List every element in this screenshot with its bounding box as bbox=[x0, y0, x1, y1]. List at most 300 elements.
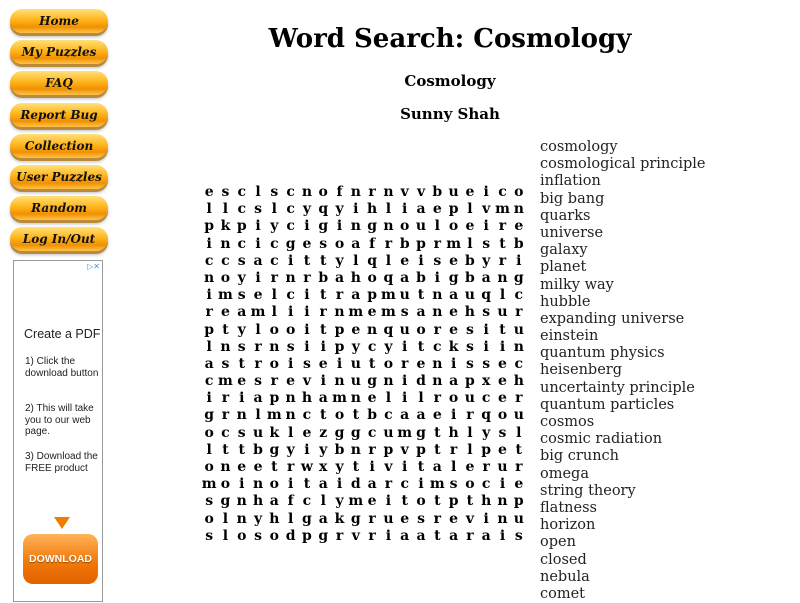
grid-letter: e bbox=[449, 252, 459, 269]
grid-letter: u bbox=[513, 321, 524, 338]
grid-letter: r bbox=[384, 476, 393, 493]
grid-letter: o bbox=[220, 476, 231, 493]
grid-letter: e bbox=[400, 252, 410, 269]
grid-letter: c bbox=[221, 424, 230, 441]
grid-letter: l bbox=[222, 201, 229, 218]
grid-letter: d bbox=[350, 476, 361, 493]
grid-letter: t bbox=[515, 441, 523, 458]
grid-letter: f bbox=[369, 235, 376, 252]
grid-letter: s bbox=[465, 338, 474, 355]
grid-letter: c bbox=[514, 355, 524, 372]
grid-letter: u bbox=[399, 321, 410, 338]
grid-letter: r bbox=[319, 304, 327, 321]
grid-letter: e bbox=[302, 424, 312, 441]
grid-letter: g bbox=[513, 269, 524, 286]
grid-letter: r bbox=[515, 304, 523, 321]
grid-letter: y bbox=[335, 252, 344, 269]
grid-letter: p bbox=[204, 218, 215, 235]
grid-letter: t bbox=[499, 235, 506, 252]
grid-letter: s bbox=[237, 252, 246, 269]
grid-letter: g bbox=[416, 424, 426, 441]
grid-letter: i bbox=[483, 321, 489, 338]
ad-step-1: 1) Click the download button bbox=[25, 356, 99, 379]
grid-letter: a bbox=[416, 304, 426, 321]
grid-letter: u bbox=[350, 373, 361, 390]
grid-letter: r bbox=[270, 269, 279, 286]
grid-letter: l bbox=[516, 424, 522, 441]
word-list-item: flatness bbox=[540, 499, 597, 516]
grid-letter: a bbox=[481, 269, 491, 286]
grid-letter: n bbox=[301, 184, 313, 200]
grid-letter: n bbox=[513, 201, 524, 218]
grid-letter: c bbox=[481, 390, 491, 407]
grid-letter: g bbox=[334, 424, 345, 441]
grid-letter: u bbox=[383, 424, 394, 441]
grid-letter: l bbox=[450, 459, 457, 475]
grid-letter: y bbox=[237, 269, 246, 286]
grid-letter: m bbox=[250, 304, 266, 321]
word-list-item: cosmic radiation bbox=[540, 431, 663, 448]
grid-letter: i bbox=[483, 184, 489, 200]
grid-letter: i bbox=[255, 269, 261, 286]
grid-letter: c bbox=[204, 373, 214, 390]
grid-letter: b bbox=[432, 184, 443, 200]
grid-letter: r bbox=[254, 355, 262, 372]
grid-letter: i bbox=[483, 510, 489, 527]
grid-letter: l bbox=[434, 218, 440, 235]
grid-letter: q bbox=[318, 201, 329, 218]
word-list-item: comet bbox=[540, 585, 586, 602]
grid-letter: r bbox=[515, 390, 523, 407]
grid-letter: l bbox=[467, 201, 473, 218]
grid-row bbox=[201, 511, 527, 528]
grid-letter: s bbox=[205, 527, 214, 544]
grid-letter: n bbox=[285, 407, 296, 424]
word-list-item: milky way bbox=[540, 276, 614, 293]
grid-letter: e bbox=[367, 304, 377, 321]
grid-letter: l bbox=[467, 235, 473, 252]
grid-letter: l bbox=[467, 441, 473, 458]
side-navigation bbox=[10, 9, 110, 259]
grid-row bbox=[201, 493, 527, 510]
grid-letter: g bbox=[350, 510, 361, 527]
grid-letter: q bbox=[367, 252, 378, 269]
page-title: Word Search: Cosmology bbox=[268, 24, 632, 54]
grid-letter: t bbox=[401, 493, 408, 510]
grid-letter: y bbox=[286, 441, 295, 458]
advertisement[interactable] bbox=[13, 260, 103, 602]
grid-letter: a bbox=[400, 407, 410, 424]
word-list-item: string theory bbox=[540, 482, 636, 499]
grid-letter: i bbox=[336, 218, 343, 235]
grid-letter: u bbox=[415, 218, 427, 235]
grid-letter: a bbox=[253, 390, 263, 407]
grid-letter: o bbox=[334, 235, 345, 252]
grid-letter: t bbox=[319, 252, 327, 269]
grid-letter: x bbox=[319, 459, 328, 475]
grid-letter: y bbox=[351, 338, 360, 355]
word-list-item: cosmological principle bbox=[540, 156, 706, 173]
grid-letter: c bbox=[237, 184, 246, 200]
grid-letter: e bbox=[498, 355, 507, 372]
grid-letter: b bbox=[399, 235, 410, 252]
grid-letter: b bbox=[367, 407, 378, 424]
grid-letter: t bbox=[352, 459, 360, 475]
ad-step-2: 2) This will take you to our web page. bbox=[25, 403, 94, 437]
grid-letter: e bbox=[449, 321, 459, 338]
nav-user-puzzles-button[interactable]: User Puzzles bbox=[10, 165, 108, 189]
grid-letter: f bbox=[336, 184, 343, 200]
grid-letter: y bbox=[237, 321, 246, 338]
grid-letter: l bbox=[499, 287, 506, 304]
grid-letter: l bbox=[271, 287, 277, 304]
arrow-down-icon bbox=[54, 517, 70, 529]
grid-letter: y bbox=[335, 459, 344, 475]
grid-letter: h bbox=[252, 493, 264, 510]
grid-letter: e bbox=[449, 510, 459, 527]
grid-letter: g bbox=[220, 493, 231, 510]
word-list-item: universe bbox=[540, 224, 604, 241]
grid-letter: c bbox=[237, 201, 246, 218]
grid-letter: o bbox=[514, 184, 524, 200]
grid-letter: g bbox=[318, 218, 329, 235]
ad-title: Create a PDF bbox=[24, 327, 101, 341]
grid-letter: n bbox=[497, 510, 508, 527]
grid-letter: s bbox=[417, 510, 425, 527]
nav-random-button[interactable]: Random bbox=[10, 196, 108, 220]
grid-letter: s bbox=[270, 184, 279, 200]
grid-row bbox=[201, 287, 527, 304]
grid-letter: i bbox=[353, 201, 359, 218]
nav-home-button[interactable]: Home bbox=[10, 9, 108, 33]
grid-letter: h bbox=[481, 493, 492, 510]
grid-letter: p bbox=[465, 373, 475, 390]
grid-letter: t bbox=[222, 441, 229, 458]
nav-faq-button[interactable]: FAQ bbox=[10, 71, 108, 95]
grid-row bbox=[201, 201, 527, 218]
word-list-item: closed bbox=[540, 551, 587, 568]
grid-letter: o bbox=[367, 269, 377, 286]
grid-letter: s bbox=[237, 287, 246, 304]
grid-letter: o bbox=[269, 476, 279, 493]
grid-letter: l bbox=[255, 184, 261, 200]
grid-letter: t bbox=[319, 321, 327, 338]
grid-letter: i bbox=[255, 218, 261, 235]
grid-letter: k bbox=[448, 338, 459, 355]
grid-letter: o bbox=[285, 321, 296, 338]
grid-letter: p bbox=[334, 338, 345, 355]
grid-letter: c bbox=[514, 287, 524, 304]
grid-letter: n bbox=[220, 338, 231, 355]
grid-row bbox=[201, 236, 527, 253]
grid-letter: a bbox=[449, 527, 459, 544]
grid-letter: q bbox=[383, 321, 394, 338]
ad-choices-icon[interactable]: ▷✕ bbox=[87, 262, 100, 271]
grid-letter: r bbox=[368, 441, 376, 458]
grid-letter: r bbox=[482, 459, 490, 475]
grid-letter: o bbox=[416, 493, 426, 510]
grid-letter: n bbox=[497, 269, 508, 286]
grid-letter: c bbox=[221, 252, 230, 269]
grid-letter: r bbox=[384, 235, 393, 252]
grid-letter: p bbox=[481, 441, 492, 458]
grid-letter: o bbox=[269, 355, 279, 372]
grid-letter: m bbox=[332, 390, 347, 407]
grid-letter: n bbox=[334, 373, 345, 390]
grid-letter: e bbox=[318, 355, 328, 372]
grid-letter: i bbox=[385, 493, 392, 510]
grid-letter: h bbox=[513, 373, 524, 390]
grid-letter: e bbox=[204, 184, 214, 200]
ad-download-button[interactable]: DOWNLOAD bbox=[23, 534, 98, 584]
grid-letter: u bbox=[464, 390, 475, 407]
grid-letter: c bbox=[302, 493, 312, 510]
grid-letter: v bbox=[416, 184, 426, 200]
grid-letter: e bbox=[253, 459, 263, 475]
grid-letter: p bbox=[416, 235, 426, 252]
grid-letter: a bbox=[318, 390, 328, 407]
grid-letter: s bbox=[465, 355, 474, 372]
grid-letter: i bbox=[499, 476, 506, 493]
ad-step-3: 3) Download the FREE product bbox=[25, 451, 98, 474]
grid-letter: s bbox=[400, 304, 409, 321]
grid-letter: c bbox=[302, 407, 312, 424]
grid-letter: u bbox=[383, 510, 394, 527]
grid-letter: i bbox=[336, 476, 343, 493]
grid-letter: f bbox=[287, 493, 294, 510]
grid-letter: s bbox=[221, 355, 230, 372]
grid-letter: l bbox=[385, 252, 392, 269]
grid-letter: i bbox=[402, 373, 408, 390]
grid-letter: n bbox=[432, 373, 443, 390]
grid-letter: d bbox=[285, 527, 296, 544]
grid-letter: h bbox=[350, 269, 361, 286]
grid-row bbox=[201, 339, 527, 356]
grid-letter: t bbox=[238, 355, 245, 372]
grid-letter: a bbox=[400, 269, 410, 286]
grid-letter: p bbox=[236, 218, 247, 235]
grid-letter: c bbox=[286, 184, 295, 200]
grid-row bbox=[201, 407, 527, 424]
grid-letter: o bbox=[220, 269, 231, 286]
grid-letter: o bbox=[448, 218, 459, 235]
grid-letter: s bbox=[237, 424, 246, 441]
grid-letter: n bbox=[236, 407, 247, 424]
grid-letter: l bbox=[385, 390, 392, 407]
grid-letter: u bbox=[497, 459, 508, 475]
grid-letter: m bbox=[381, 287, 396, 304]
grid-letter: r bbox=[466, 407, 474, 424]
word-list-item: uncertainty principle bbox=[540, 379, 695, 396]
grid-letter: o bbox=[416, 321, 426, 338]
grid-letter: p bbox=[269, 390, 280, 407]
grid-letter: v bbox=[482, 201, 491, 218]
grid-row bbox=[201, 476, 527, 493]
grid-letter: e bbox=[432, 201, 442, 218]
grid-letter: n bbox=[497, 493, 508, 510]
grid-row bbox=[201, 442, 527, 459]
grid-letter: m bbox=[495, 201, 510, 218]
grid-letter: l bbox=[287, 424, 294, 441]
grid-letter: c bbox=[204, 252, 214, 269]
grid-letter: s bbox=[514, 527, 523, 544]
grid-letter: z bbox=[319, 424, 328, 441]
grid-letter: u bbox=[399, 287, 410, 304]
grid-letter: e bbox=[449, 304, 459, 321]
grid-letter: t bbox=[434, 527, 441, 544]
grid-letter: a bbox=[204, 355, 214, 372]
grid-letter: m bbox=[348, 493, 364, 510]
grid-letter: a bbox=[334, 269, 345, 286]
grid-letter: c bbox=[286, 218, 295, 235]
grid-letter: h bbox=[367, 201, 378, 218]
grid-letter: i bbox=[499, 527, 506, 544]
puzzle-author: Sunny Shah bbox=[400, 105, 500, 123]
grid-letter: a bbox=[351, 287, 361, 304]
grid-letter: o bbox=[237, 527, 247, 544]
word-list-item: nebula bbox=[540, 568, 590, 585]
grid-letter: n bbox=[269, 338, 280, 355]
nav-my-puzzles-button[interactable]: My Puzzles bbox=[10, 40, 108, 64]
grid-letter: a bbox=[351, 235, 361, 252]
grid-letter: n bbox=[350, 218, 361, 235]
grid-letter: n bbox=[383, 218, 394, 235]
word-list-item: big crunch bbox=[540, 448, 619, 465]
grid-letter: i bbox=[239, 390, 245, 407]
grid-letter: i bbox=[402, 459, 408, 475]
grid-letter: i bbox=[499, 338, 506, 355]
grid-letter: i bbox=[483, 218, 489, 235]
grid-letter: y bbox=[302, 201, 311, 218]
grid-letter: y bbox=[384, 338, 393, 355]
grid-letter: w bbox=[300, 459, 313, 475]
grid-letter: i bbox=[402, 338, 408, 355]
grid-letter: b bbox=[253, 441, 263, 458]
grid-letter: t bbox=[499, 321, 506, 338]
grid-letter: i bbox=[304, 441, 310, 458]
grid-letter: r bbox=[449, 441, 458, 458]
grid-letter: r bbox=[254, 338, 262, 355]
grid-letter: s bbox=[498, 424, 507, 441]
grid-letter: e bbox=[286, 373, 296, 390]
grid-letter: e bbox=[367, 493, 377, 510]
grid-letter: u bbox=[252, 424, 264, 441]
grid-letter: k bbox=[269, 424, 280, 441]
grid-letter: c bbox=[367, 338, 377, 355]
grid-letter: b bbox=[334, 441, 345, 458]
grid-letter: l bbox=[222, 527, 229, 544]
grid-letter: s bbox=[465, 321, 474, 338]
grid-letter: s bbox=[302, 355, 311, 372]
grid-letter: p bbox=[302, 527, 312, 544]
grid-letter: e bbox=[302, 235, 312, 252]
grid-row bbox=[201, 270, 527, 287]
grid-letter: s bbox=[254, 373, 262, 390]
grid-letter: s bbox=[205, 493, 214, 510]
grid-letter: r bbox=[205, 304, 213, 321]
grid-letter: a bbox=[416, 527, 426, 544]
grid-letter: t bbox=[466, 493, 474, 510]
grid-letter: y bbox=[335, 493, 344, 510]
grid-letter: s bbox=[237, 338, 246, 355]
grid-letter: p bbox=[383, 441, 394, 458]
grid-letter: i bbox=[450, 407, 457, 424]
grid-letter: u bbox=[464, 287, 475, 304]
grid-letter: e bbox=[498, 390, 507, 407]
grid-letter: h bbox=[301, 390, 313, 407]
grid-letter: n bbox=[367, 321, 378, 338]
word-list-item: galaxy bbox=[540, 242, 588, 259]
nav-log-in-out-button[interactable]: Log In/Out bbox=[10, 227, 108, 251]
grid-letter: e bbox=[498, 373, 507, 390]
grid-letter: i bbox=[304, 338, 310, 355]
nav-collection-button[interactable]: Collection bbox=[10, 134, 108, 158]
grid-letter: p bbox=[448, 493, 459, 510]
grid-letter: o bbox=[400, 218, 410, 235]
grid-letter: k bbox=[334, 510, 345, 527]
grid-letter: s bbox=[254, 201, 262, 218]
grid-letter: v bbox=[384, 459, 393, 475]
grid-letter: c bbox=[433, 338, 442, 355]
grid-letter: r bbox=[335, 287, 344, 304]
grid-letter: i bbox=[320, 373, 326, 390]
grid-letter: m bbox=[348, 304, 364, 321]
grid-row bbox=[201, 304, 527, 321]
word-list-item: cosmos bbox=[540, 414, 595, 430]
grid-letter: p bbox=[513, 493, 524, 510]
word-list-item: quantum physics bbox=[540, 345, 665, 362]
grid-letter: b bbox=[465, 252, 475, 269]
grid-letter: s bbox=[482, 235, 491, 252]
grid-letter: s bbox=[482, 304, 491, 321]
grid-letter: r bbox=[498, 252, 507, 269]
grid-letter: i bbox=[385, 527, 392, 544]
grid-letter: a bbox=[318, 510, 328, 527]
grid-letter: n bbox=[236, 510, 247, 527]
grid-letter: i bbox=[336, 355, 343, 372]
grid-letter: i bbox=[206, 390, 212, 407]
grid-letter: o bbox=[465, 476, 475, 493]
grid-letter: i bbox=[320, 338, 326, 355]
grid-letter: a bbox=[416, 407, 426, 424]
word-list-item: expanding universe bbox=[540, 310, 685, 327]
grid-letter: t bbox=[417, 287, 425, 304]
grid-letter: m bbox=[446, 235, 462, 252]
nav-report-bug-button[interactable]: Report Bug bbox=[10, 103, 108, 127]
grid-letter: e bbox=[514, 218, 524, 235]
grid-letter: l bbox=[287, 510, 294, 527]
grid-letter: n bbox=[236, 493, 247, 510]
grid-letter: a bbox=[400, 527, 410, 544]
grid-letter: m bbox=[397, 424, 413, 441]
grid-letter: a bbox=[449, 373, 459, 390]
grid-letter: g bbox=[318, 527, 329, 544]
grid-letter: l bbox=[271, 201, 277, 218]
grid-letter: u bbox=[513, 407, 524, 424]
grid-letter: r bbox=[515, 459, 523, 475]
grid-letter: b bbox=[416, 269, 426, 286]
grid-letter: s bbox=[319, 235, 328, 252]
grid-letter: c bbox=[270, 252, 279, 269]
grid-row bbox=[201, 356, 527, 373]
grid-letter: q bbox=[481, 407, 492, 424]
grid-letter: n bbox=[513, 338, 524, 355]
grid-letter: o bbox=[448, 390, 459, 407]
grid-letter: e bbox=[514, 476, 524, 493]
grid-letter: i bbox=[402, 201, 408, 218]
grid-letter: r bbox=[286, 459, 295, 475]
grid-letter: o bbox=[269, 321, 279, 338]
